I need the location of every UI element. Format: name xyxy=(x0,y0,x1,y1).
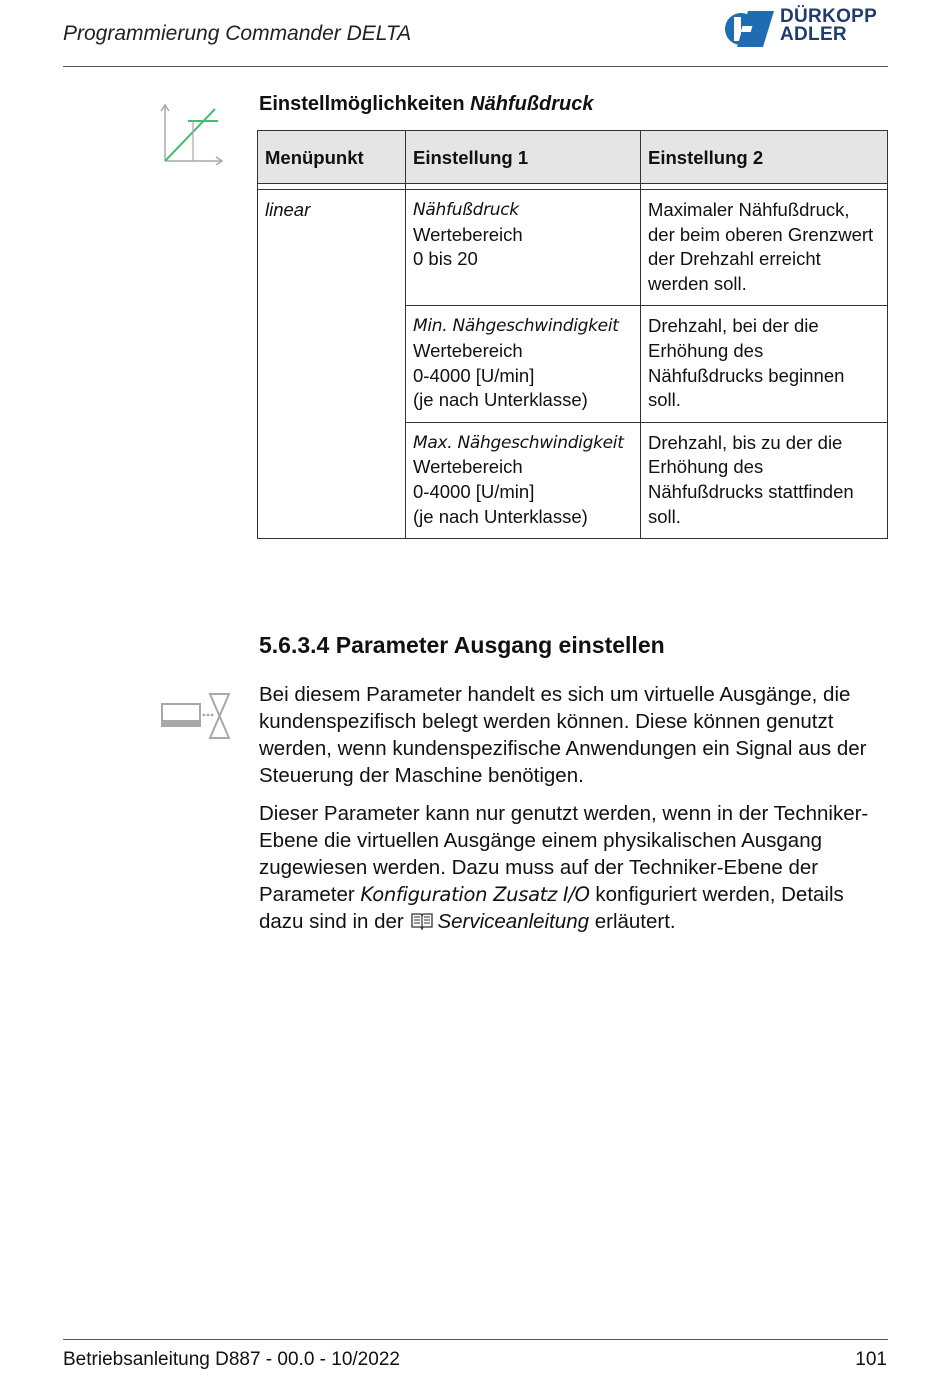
page-header-title: Programmierung Commander DELTA xyxy=(63,22,412,45)
book-reference-icon xyxy=(411,912,433,930)
paragraph-2-text: konfiguriert werden, Details dazu sind in der xyxy=(259,883,844,933)
logo-text-line2: ADLER xyxy=(780,24,847,45)
setting-line: (je nach Unterklasse) xyxy=(413,389,588,411)
setting2-cell: Drehzahl, bis zu der die Erhöhung des Nähfußdrucks stattfinden soll. xyxy=(641,422,888,538)
table-header-cell: Einstellung 1 xyxy=(406,131,641,184)
logo-mark-icon xyxy=(724,8,778,50)
setting-line: 0-4000 [U/min] xyxy=(413,364,535,386)
menu-item-label: linear xyxy=(265,199,311,220)
setting-line: (je nach Unterklasse) xyxy=(413,505,588,527)
page-number: 101 xyxy=(855,1349,887,1370)
setting-line: Wertebereich xyxy=(413,223,523,245)
section-heading-emphasis: Nähfußdruck xyxy=(470,93,594,115)
table-header-row xyxy=(258,131,888,184)
footer-document-id: Betriebsanleitung D887 - 00.0 - 10/2022 xyxy=(63,1349,400,1370)
subsection-heading: 5.6.3.4 Parameter Ausgang einstellen xyxy=(259,632,665,658)
setting-label: Nähfußdruck xyxy=(413,200,519,220)
setting-label: Min. Nähgeschwindigkeit xyxy=(413,316,619,337)
table-header-cell: Menüpunkt xyxy=(258,131,406,184)
header-divider xyxy=(63,66,888,67)
footer-divider xyxy=(63,1339,888,1340)
duerkopp-adler-logo xyxy=(724,8,894,50)
paragraph-1: Bei diesem Parameter handelt es sich um virtuelle Ausgänge, die kundenspezifisch belegt werden können. Diese können genutzt werden, wenn kundenspezifische Anwendungen ein Signal aus der Steuerung der Maschine benötigen. xyxy=(259,683,867,787)
setting1-cell xyxy=(406,190,641,306)
setting1-cell xyxy=(406,306,641,422)
linear-graph-icon xyxy=(160,103,224,165)
parameter-name: Konfiguration Zusatz I/O xyxy=(360,883,590,906)
menu-item-cell xyxy=(258,190,406,539)
settings-table xyxy=(257,130,888,539)
section-heading xyxy=(259,93,594,116)
setting-line: Wertebereich xyxy=(413,339,523,361)
logo-text-line1: DÜRKOPP xyxy=(780,6,878,27)
setting-line: 0-4000 [U/min] xyxy=(413,480,535,502)
setting1-cell xyxy=(406,422,641,538)
paragraph-2-text: erläutert. xyxy=(589,910,676,933)
section-heading-text: Einstellmöglichkeiten xyxy=(259,93,471,115)
setting-line: 0 bis 20 xyxy=(413,248,478,270)
setting-line: Wertebereich xyxy=(413,456,523,478)
setting-label: Max. Nähgeschwindigkeit xyxy=(413,432,624,453)
paragraph-2-text: Dieser Parameter kann nur genutzt werden, wenn in der Techniker-Ebene die virtuellen Ausgänge einem physikalischen Ausgang zugewiesen werden. Dazu muss auf der Techniker-Ebene der Parameter xyxy=(259,802,869,906)
virtual-output-icon xyxy=(160,690,234,742)
table-header-cell: Einstellung 2 xyxy=(641,131,888,184)
paragraph-2 xyxy=(259,800,891,935)
table-row xyxy=(258,190,888,306)
service-manual-reference[interactable]: Serviceanleitung xyxy=(437,910,590,933)
setting2-cell: Drehzahl, bei der die Erhöhung des Nähfußdrucks beginnen soll. xyxy=(641,306,888,422)
setting2-cell: Maximaler Nähfußdruck, der beim oberen Grenzwert der Drehzahl erreicht werden soll. xyxy=(641,190,888,306)
